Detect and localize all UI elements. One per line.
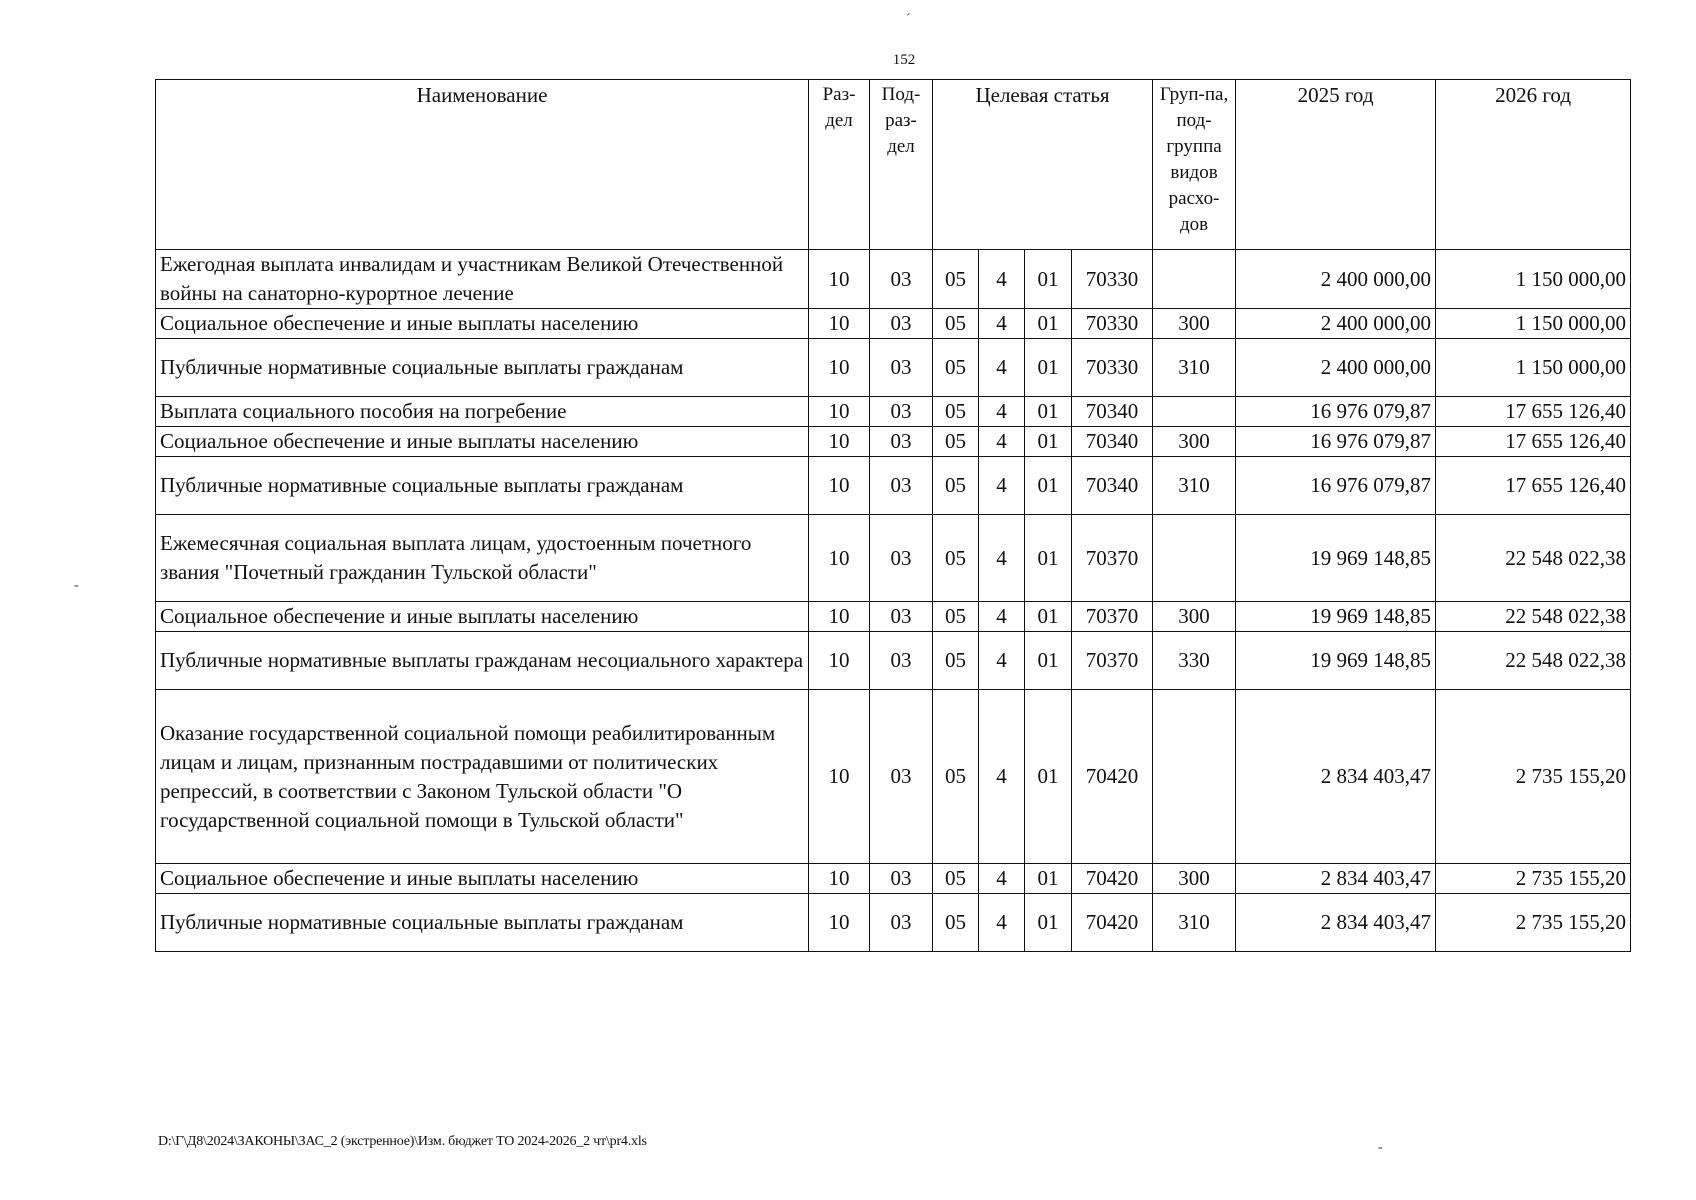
row-subsection: 03 xyxy=(870,309,933,339)
row-target-subprogram: 01 xyxy=(1025,250,1072,309)
row-target-type: 4 xyxy=(979,894,1025,952)
row-amount-2025: 16 976 079,87 xyxy=(1236,397,1436,427)
row-subsection: 03 xyxy=(870,397,933,427)
table-row xyxy=(156,427,1631,457)
table-row xyxy=(156,339,1631,397)
row-target-type: 4 xyxy=(979,632,1025,690)
row-target-program: 05 xyxy=(933,397,979,427)
table-row xyxy=(156,864,1631,894)
row-target-program: 05 xyxy=(933,894,979,952)
row-expense-group: 300 xyxy=(1153,309,1236,339)
row-expense-group: 330 xyxy=(1153,632,1236,690)
table-row xyxy=(156,632,1631,690)
row-target-program: 05 xyxy=(933,632,979,690)
row-target-direction: 70330 xyxy=(1072,309,1153,339)
table-row xyxy=(156,894,1631,952)
table-row xyxy=(156,515,1631,602)
row-section: 10 xyxy=(809,339,870,397)
row-amount-2026: 17 655 126,40 xyxy=(1436,397,1631,427)
row-amount-2026: 1 150 000,00 xyxy=(1436,339,1631,397)
row-name: Социальное обеспечение и иные выплаты населению xyxy=(156,602,809,632)
row-target-direction: 70370 xyxy=(1072,632,1153,690)
row-amount-2025: 2 400 000,00 xyxy=(1236,339,1436,397)
row-section: 10 xyxy=(809,690,870,864)
scan-speck: - xyxy=(74,578,79,593)
table-body xyxy=(156,250,1631,952)
table-row xyxy=(156,457,1631,515)
row-amount-2026: 2 735 155,20 xyxy=(1436,894,1631,952)
row-target-type: 4 xyxy=(979,397,1025,427)
row-target-type: 4 xyxy=(979,515,1025,602)
row-target-direction: 70420 xyxy=(1072,690,1153,864)
table-row xyxy=(156,690,1631,864)
page-number: 152 xyxy=(892,52,916,68)
header-group: Груп-па, под-группа видов расхо-дов xyxy=(1153,80,1236,250)
row-name: Ежемесячная социальная выплата лицам, удостоенным почетного звания "Почетный гражданин Тульской области" xyxy=(156,515,809,602)
row-target-direction: 70420 xyxy=(1072,894,1153,952)
header-section: Раз-дел xyxy=(809,80,870,250)
row-target-type: 4 xyxy=(979,602,1025,632)
header-subsection: Под-раз-дел xyxy=(870,80,933,250)
row-target-direction: 70340 xyxy=(1072,397,1153,427)
row-target-direction: 70370 xyxy=(1072,515,1153,602)
row-name: Выплата социального пособия на погребение xyxy=(156,397,809,427)
header-target: Целевая статья xyxy=(933,80,1153,250)
row-target-subprogram: 01 xyxy=(1025,427,1072,457)
row-target-direction: 70420 xyxy=(1072,864,1153,894)
row-target-program: 05 xyxy=(933,339,979,397)
header-year-2025: 2025 год xyxy=(1236,80,1436,250)
row-name: Социальное обеспечение и иные выплаты населению xyxy=(156,864,809,894)
row-target-type: 4 xyxy=(979,309,1025,339)
row-target-type: 4 xyxy=(979,250,1025,309)
header-name: Наименование xyxy=(156,80,809,250)
file-path: D:\Г\Д8\2024\ЗАКОНЫ\ЗАС_2 (экстренное)\Изм. бюджет ТО 2024-2026_2 чт\pr4.xls xyxy=(158,1134,647,1149)
row-name: Публичные нормативные выплаты гражданам несоциального характера xyxy=(156,632,809,690)
row-amount-2026: 2 735 155,20 xyxy=(1436,864,1631,894)
row-target-direction: 70340 xyxy=(1072,427,1153,457)
row-target-type: 4 xyxy=(979,457,1025,515)
row-subsection: 03 xyxy=(870,690,933,864)
row-amount-2026: 22 548 022,38 xyxy=(1436,602,1631,632)
row-target-type: 4 xyxy=(979,690,1025,864)
table-header-row xyxy=(156,80,1631,250)
row-section: 10 xyxy=(809,632,870,690)
table-row xyxy=(156,602,1631,632)
row-target-program: 05 xyxy=(933,602,979,632)
row-subsection: 03 xyxy=(870,515,933,602)
row-name: Оказание государственной социальной помощи реабилитированным лицам и лицам, признанным пострадавшими от политических репрессий, в соответствии с Законом Тульской области "О государственной социальной помощи в Тульской области" xyxy=(156,690,809,864)
row-target-subprogram: 01 xyxy=(1025,397,1072,427)
row-expense-group: 300 xyxy=(1153,602,1236,632)
row-target-program: 05 xyxy=(933,515,979,602)
row-target-subprogram: 01 xyxy=(1025,602,1072,632)
row-target-program: 05 xyxy=(933,427,979,457)
row-amount-2025: 2 400 000,00 xyxy=(1236,309,1436,339)
row-subsection: 03 xyxy=(870,864,933,894)
row-expense-group xyxy=(1153,690,1236,864)
row-amount-2026: 17 655 126,40 xyxy=(1436,427,1631,457)
row-subsection: 03 xyxy=(870,457,933,515)
row-target-program: 05 xyxy=(933,250,979,309)
row-target-type: 4 xyxy=(979,427,1025,457)
row-name: Публичные нормативные социальные выплаты гражданам xyxy=(156,894,809,952)
row-target-subprogram: 01 xyxy=(1025,864,1072,894)
row-name: Публичные нормативные социальные выплаты гражданам xyxy=(156,457,809,515)
row-section: 10 xyxy=(809,250,870,309)
row-expense-group: 310 xyxy=(1153,894,1236,952)
row-target-type: 4 xyxy=(979,864,1025,894)
header-year-2026: 2026 год xyxy=(1436,80,1631,250)
row-expense-group xyxy=(1153,515,1236,602)
row-amount-2026: 17 655 126,40 xyxy=(1436,457,1631,515)
row-amount-2026: 1 150 000,00 xyxy=(1436,250,1631,309)
row-section: 10 xyxy=(809,864,870,894)
row-amount-2025: 2 400 000,00 xyxy=(1236,250,1436,309)
row-name: Социальное обеспечение и иные выплаты населению xyxy=(156,309,809,339)
row-amount-2025: 19 969 148,85 xyxy=(1236,515,1436,602)
row-subsection: 03 xyxy=(870,894,933,952)
row-section: 10 xyxy=(809,309,870,339)
row-target-direction: 70330 xyxy=(1072,250,1153,309)
scan-speck: ´ xyxy=(906,12,911,27)
row-expense-group xyxy=(1153,250,1236,309)
row-amount-2025: 19 969 148,85 xyxy=(1236,632,1436,690)
row-name: Ежегодная выплата инвалидам и участникам Великой Отечественной войны на санаторно-курортное лечение xyxy=(156,250,809,309)
row-target-subprogram: 01 xyxy=(1025,457,1072,515)
row-expense-group: 310 xyxy=(1153,457,1236,515)
row-amount-2026: 22 548 022,38 xyxy=(1436,515,1631,602)
table-row xyxy=(156,250,1631,309)
row-amount-2025: 2 834 403,47 xyxy=(1236,894,1436,952)
row-amount-2026: 1 150 000,00 xyxy=(1436,309,1631,339)
row-target-program: 05 xyxy=(933,864,979,894)
row-target-program: 05 xyxy=(933,309,979,339)
row-section: 10 xyxy=(809,427,870,457)
row-name: Публичные нормативные социальные выплаты гражданам xyxy=(156,339,809,397)
row-target-subprogram: 01 xyxy=(1025,690,1072,864)
row-amount-2025: 2 834 403,47 xyxy=(1236,690,1436,864)
table-row xyxy=(156,397,1631,427)
row-target-program: 05 xyxy=(933,457,979,515)
row-expense-group: 300 xyxy=(1153,864,1236,894)
row-target-subprogram: 01 xyxy=(1025,632,1072,690)
row-target-subprogram: 01 xyxy=(1025,309,1072,339)
row-subsection: 03 xyxy=(870,632,933,690)
scan-speck: - xyxy=(1378,1140,1383,1155)
row-subsection: 03 xyxy=(870,339,933,397)
row-target-direction: 70340 xyxy=(1072,457,1153,515)
row-amount-2025: 19 969 148,85 xyxy=(1236,602,1436,632)
row-target-program: 05 xyxy=(933,690,979,864)
row-target-subprogram: 01 xyxy=(1025,894,1072,952)
row-subsection: 03 xyxy=(870,427,933,457)
budget-table xyxy=(155,79,1631,952)
row-expense-group: 310 xyxy=(1153,339,1236,397)
row-amount-2026: 2 735 155,20 xyxy=(1436,690,1631,864)
row-amount-2025: 2 834 403,47 xyxy=(1236,864,1436,894)
row-amount-2026: 22 548 022,38 xyxy=(1436,632,1631,690)
row-section: 10 xyxy=(809,602,870,632)
row-target-type: 4 xyxy=(979,339,1025,397)
row-section: 10 xyxy=(809,457,870,515)
row-expense-group xyxy=(1153,397,1236,427)
table-row xyxy=(156,309,1631,339)
row-target-subprogram: 01 xyxy=(1025,515,1072,602)
row-section: 10 xyxy=(809,515,870,602)
row-section: 10 xyxy=(809,894,870,952)
row-target-direction: 70370 xyxy=(1072,602,1153,632)
row-target-direction: 70330 xyxy=(1072,339,1153,397)
row-section: 10 xyxy=(809,397,870,427)
row-subsection: 03 xyxy=(870,250,933,309)
row-expense-group: 300 xyxy=(1153,427,1236,457)
row-target-subprogram: 01 xyxy=(1025,339,1072,397)
row-name: Социальное обеспечение и иные выплаты населению xyxy=(156,427,809,457)
row-subsection: 03 xyxy=(870,602,933,632)
row-amount-2025: 16 976 079,87 xyxy=(1236,427,1436,457)
row-amount-2025: 16 976 079,87 xyxy=(1236,457,1436,515)
